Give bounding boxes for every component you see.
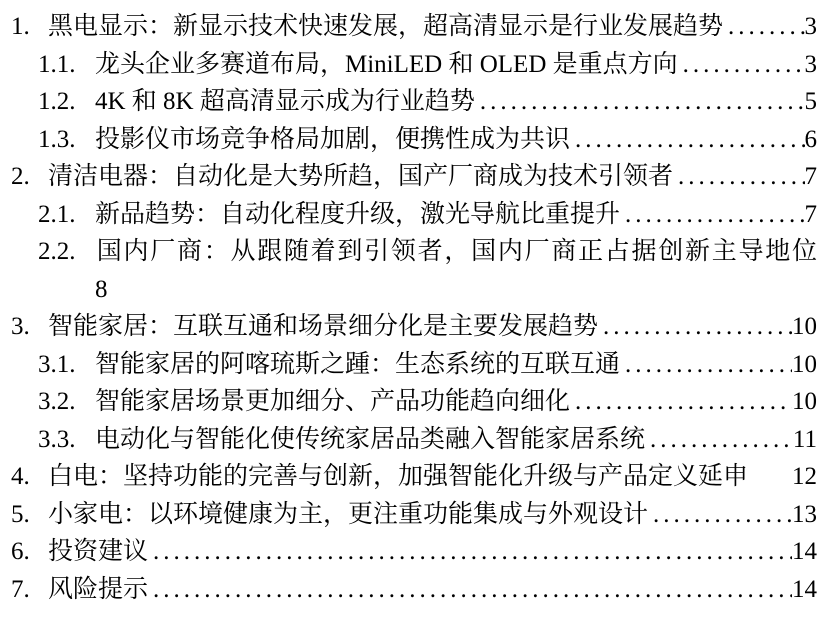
toc-entry-line bbox=[38, 271, 817, 309]
toc-entry-title: 智能家居的阿喀琉斯之踵：生态系统的互联互通 bbox=[95, 350, 621, 378]
toc-dotted-leader bbox=[570, 121, 804, 159]
toc-entry-title: 小家电：以环境健康为主，更注重功能集成与外观设计 bbox=[48, 500, 649, 528]
toc-entry-number: 3.2. bbox=[38, 388, 76, 415]
toc-entry-page-number: 12 bbox=[792, 463, 817, 490]
toc-dotted-leader bbox=[648, 496, 792, 534]
toc-entry[interactable] bbox=[11, 8, 817, 46]
toc-entry-page-number: 7 bbox=[804, 163, 817, 190]
toc-entry[interactable] bbox=[38, 233, 817, 308]
toc-dotted-leader bbox=[645, 421, 793, 459]
toc-entry-number: 3. bbox=[11, 313, 30, 340]
toc-entry[interactable] bbox=[11, 496, 817, 534]
toc-entry-number: 2. bbox=[11, 163, 30, 190]
toc-entry-title: 投资建议 bbox=[48, 538, 149, 565]
toc-entry-page-number: 3 bbox=[804, 50, 817, 78]
toc-dotted-leader bbox=[723, 8, 804, 46]
toc-entry-number: 6. bbox=[11, 538, 30, 565]
toc-entry-number: 2.1. bbox=[38, 200, 76, 228]
toc-entry-page-number: 13 bbox=[792, 500, 817, 528]
toc-entry-number: 5. bbox=[11, 500, 30, 528]
toc-entry[interactable] bbox=[38, 121, 817, 159]
toc-entry-title: 电动化与智能化使传统家居品类融入智能家居系统 bbox=[95, 425, 646, 453]
toc-entry-number: 3.1. bbox=[38, 350, 76, 378]
toc-dotted-leader bbox=[598, 308, 792, 346]
toc-entry[interactable] bbox=[38, 196, 817, 234]
toc-dotted-leader bbox=[673, 158, 804, 196]
toc-dotted-leader bbox=[620, 196, 804, 234]
toc-entry[interactable] bbox=[11, 308, 817, 346]
toc-entry[interactable] bbox=[38, 346, 817, 384]
toc-entry-page-number: 7 bbox=[804, 200, 817, 228]
toc-entry-line bbox=[38, 233, 817, 271]
toc-entry-page-number: 11 bbox=[792, 425, 817, 453]
toc-entry-title: 白电：坚持功能的完善与创新，加强智能化升级与产品定义延申 bbox=[48, 463, 749, 490]
toc-entry-title: 清洁电器：自动化是大势所趋，国产厂商成为技术引领者 bbox=[48, 163, 674, 190]
toc-entry-number: 2.2. bbox=[38, 238, 76, 265]
toc-entry-number: 1.3. bbox=[38, 125, 76, 153]
toc-entry-number: 1. bbox=[11, 13, 30, 40]
toc-dotted-leader bbox=[475, 83, 805, 121]
toc-entry-page-number: 5 bbox=[804, 88, 817, 115]
toc-entry-number: 7. bbox=[11, 575, 30, 603]
toc-dotted-leader bbox=[620, 346, 792, 384]
toc-entry-page-number: 10 bbox=[792, 388, 817, 415]
toc-entry-page-number: 8 bbox=[95, 275, 108, 303]
toc-entry[interactable] bbox=[38, 421, 817, 459]
toc-entry-page-number: 6 bbox=[804, 125, 817, 153]
toc-entry[interactable] bbox=[11, 571, 817, 609]
toc-entry-title: 智能家居场景更加细分、产品功能趋向细化 bbox=[95, 388, 571, 415]
toc-dotted-leader bbox=[148, 533, 792, 571]
toc-entry-page-number: 3 bbox=[804, 13, 817, 40]
toc-entry[interactable] bbox=[11, 158, 817, 196]
toc-entry-title: 智能家居：互联互通和场景细分化是主要发展趋势 bbox=[48, 313, 599, 340]
toc-entry-page-number: 14 bbox=[792, 575, 817, 603]
toc-entry[interactable] bbox=[38, 383, 817, 421]
toc-entry[interactable] bbox=[11, 533, 817, 571]
toc-entry-page-number: 10 bbox=[792, 350, 817, 378]
toc-entry-page-number: 10 bbox=[792, 313, 817, 340]
toc-entry-number: 1.1. bbox=[38, 50, 76, 78]
toc-list bbox=[11, 8, 817, 608]
toc-entry-title: 4K 和 8K 超高清显示成为行业趋势 bbox=[95, 88, 475, 115]
toc-entry[interactable] bbox=[11, 458, 817, 496]
toc-dotted-leader bbox=[570, 383, 792, 421]
toc-entry-number: 1.2. bbox=[38, 88, 76, 115]
toc-dotted-leader bbox=[678, 46, 805, 84]
toc-entry-title: 国内厂商：从跟随着到引领者，国内厂商正占据创新主导地位 bbox=[95, 238, 817, 265]
toc-entry-title: 黑电显示：新显示技术快速发展，超高清显示是行业发展趋势 bbox=[48, 13, 724, 40]
toc-entry[interactable] bbox=[38, 46, 817, 84]
toc-entry[interactable] bbox=[38, 83, 817, 121]
toc-entry-page-number: 14 bbox=[792, 538, 817, 565]
toc-entry-title: 投影仪市场竞争格局加剧，便携性成为共识 bbox=[95, 125, 571, 153]
toc-entry-title: 风险提示 bbox=[48, 575, 149, 603]
toc-dotted-leader bbox=[148, 571, 792, 609]
toc-entry-title: 龙头企业多赛道布局，MiniLED 和 OLED 是重点方向 bbox=[95, 50, 678, 78]
toc-entry-number: 4. bbox=[11, 463, 30, 490]
toc-entry-title: 新品趋势：自动化程度升级，激光导航比重提升 bbox=[95, 200, 621, 228]
toc-entry-number: 3.3. bbox=[38, 425, 76, 453]
